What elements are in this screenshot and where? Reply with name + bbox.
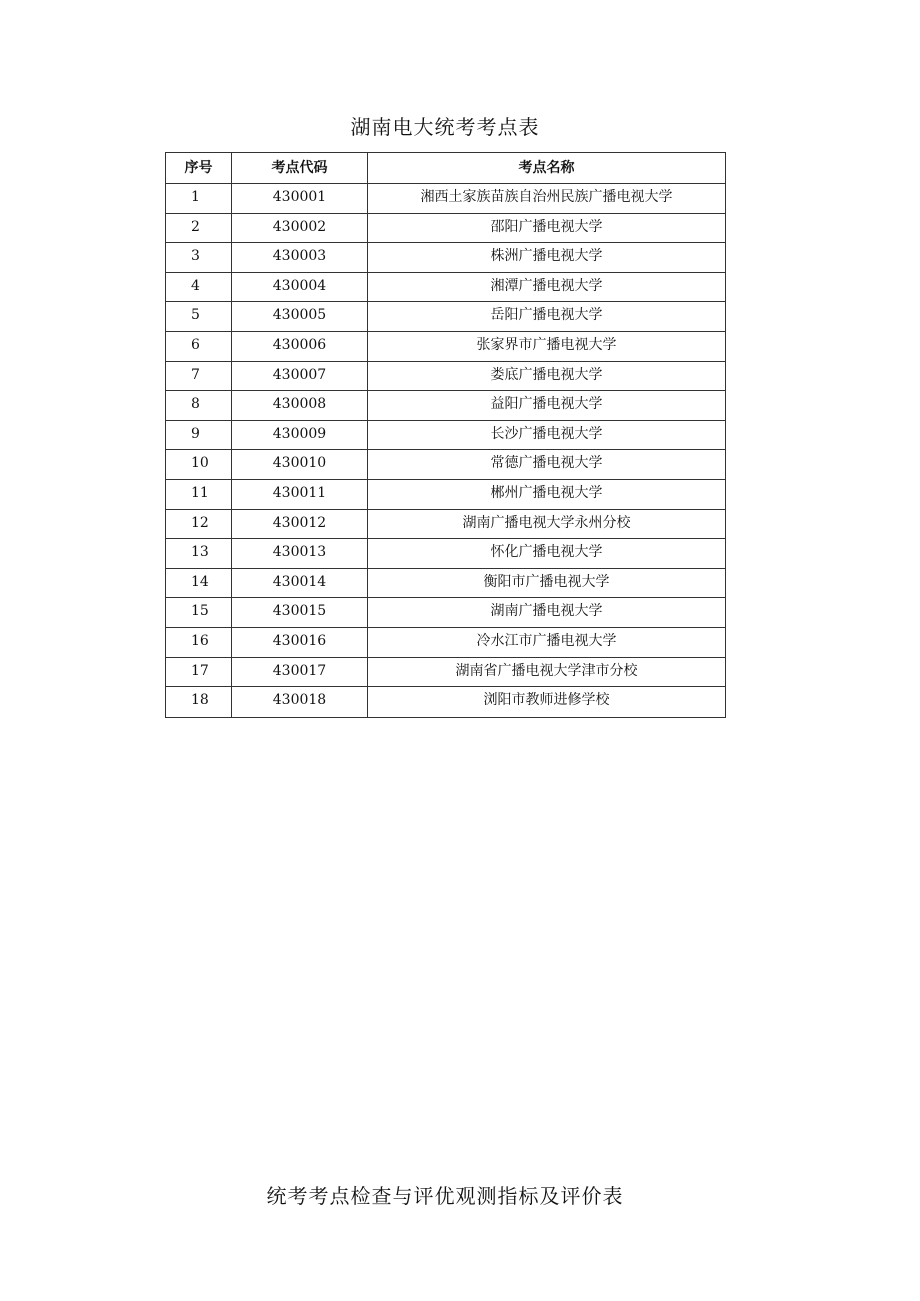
cell-seq: 1 bbox=[166, 184, 232, 214]
cell-seq: 17 bbox=[166, 657, 232, 687]
cell-name: 郴州广播电视大学 bbox=[368, 479, 726, 509]
table-row bbox=[166, 361, 726, 391]
table-row bbox=[166, 184, 726, 214]
header-seq: 序号 bbox=[166, 153, 232, 184]
cell-name: 益阳广播电视大学 bbox=[368, 391, 726, 421]
cell-seq: 5 bbox=[166, 302, 232, 332]
table-row bbox=[166, 687, 726, 718]
cell-name: 岳阳广播电视大学 bbox=[368, 302, 726, 332]
cell-code: 430017 bbox=[232, 657, 368, 687]
cell-code: 430018 bbox=[232, 687, 368, 718]
table-row bbox=[166, 539, 726, 569]
cell-code: 430007 bbox=[232, 361, 368, 391]
cell-name: 怀化广播电视大学 bbox=[368, 539, 726, 569]
page-title: 湖南电大统考考点表 bbox=[350, 115, 540, 139]
cell-name: 张家界市广播电视大学 bbox=[368, 331, 726, 361]
cell-name: 株洲广播电视大学 bbox=[368, 243, 726, 273]
cell-seq: 12 bbox=[166, 509, 232, 539]
cell-seq: 15 bbox=[166, 598, 232, 628]
cell-code: 430008 bbox=[232, 391, 368, 421]
cell-seq: 9 bbox=[166, 420, 232, 450]
cell-name: 衡阳市广播电视大学 bbox=[368, 568, 726, 598]
table-body bbox=[166, 184, 726, 718]
cell-code: 430004 bbox=[232, 272, 368, 302]
cell-name: 浏阳市教师进修学校 bbox=[368, 687, 726, 718]
cell-name: 湖南广播电视大学 bbox=[368, 598, 726, 628]
cell-name: 长沙广播电视大学 bbox=[368, 420, 726, 450]
cell-code: 430016 bbox=[232, 627, 368, 657]
cell-code: 430014 bbox=[232, 568, 368, 598]
table-row bbox=[166, 391, 726, 421]
cell-name: 常德广播电视大学 bbox=[368, 450, 726, 480]
header-name: 考点名称 bbox=[368, 153, 726, 184]
table-row bbox=[166, 450, 726, 480]
cell-seq: 2 bbox=[166, 213, 232, 243]
table-row bbox=[166, 509, 726, 539]
cell-seq: 13 bbox=[166, 539, 232, 569]
cell-seq: 8 bbox=[166, 391, 232, 421]
cell-code: 430012 bbox=[232, 509, 368, 539]
table-row bbox=[166, 272, 726, 302]
cell-seq: 4 bbox=[166, 272, 232, 302]
cell-name: 湖南省广播电视大学津市分校 bbox=[368, 657, 726, 687]
cell-seq: 16 bbox=[166, 627, 232, 657]
table-row bbox=[166, 568, 726, 598]
cell-name: 湘西土家族苗族自治州民族广播电视大学 bbox=[368, 184, 726, 214]
cell-code: 430005 bbox=[232, 302, 368, 332]
cell-code: 430013 bbox=[232, 539, 368, 569]
table-row bbox=[166, 598, 726, 628]
table-row bbox=[166, 243, 726, 273]
cell-code: 430001 bbox=[232, 184, 368, 214]
table-row bbox=[166, 420, 726, 450]
cell-code: 430015 bbox=[232, 598, 368, 628]
cell-seq: 18 bbox=[166, 687, 232, 718]
cell-name: 冷水江市广播电视大学 bbox=[368, 627, 726, 657]
cell-name: 邵阳广播电视大学 bbox=[368, 213, 726, 243]
table-row bbox=[166, 213, 726, 243]
cell-name: 湘潭广播电视大学 bbox=[368, 272, 726, 302]
cell-code: 430010 bbox=[232, 450, 368, 480]
cell-code: 430009 bbox=[232, 420, 368, 450]
second-section-title: 统考考点检查与评优观测指标及评价表 bbox=[266, 1184, 624, 1208]
cell-name: 湖南广播电视大学永州分校 bbox=[368, 509, 726, 539]
cell-seq: 7 bbox=[166, 361, 232, 391]
header-code: 考点代码 bbox=[232, 153, 368, 184]
cell-seq: 10 bbox=[166, 450, 232, 480]
table-row bbox=[166, 302, 726, 332]
exam-site-table bbox=[165, 152, 726, 718]
table-header-row bbox=[166, 153, 726, 184]
cell-code: 430006 bbox=[232, 331, 368, 361]
cell-seq: 6 bbox=[166, 331, 232, 361]
table-row bbox=[166, 331, 726, 361]
cell-code: 430011 bbox=[232, 479, 368, 509]
cell-name: 娄底广播电视大学 bbox=[368, 361, 726, 391]
cell-code: 430003 bbox=[232, 243, 368, 273]
cell-seq: 11 bbox=[166, 479, 232, 509]
table-row bbox=[166, 627, 726, 657]
cell-seq: 14 bbox=[166, 568, 232, 598]
cell-code: 430002 bbox=[232, 213, 368, 243]
table-row bbox=[166, 479, 726, 509]
table-row bbox=[166, 657, 726, 687]
cell-seq: 3 bbox=[166, 243, 232, 273]
